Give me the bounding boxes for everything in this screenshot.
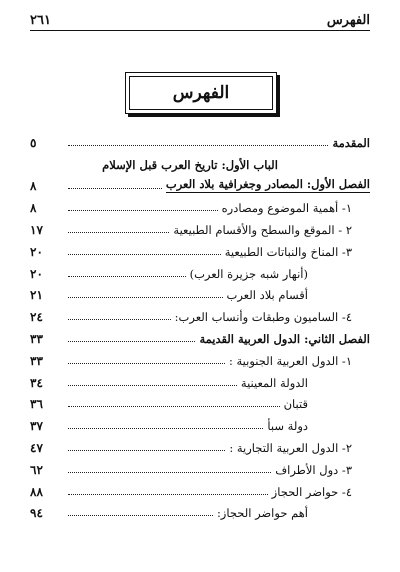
toc-entry-label: ١- أهمية الموضوع ومصادره: [221, 201, 352, 216]
toc-entry-page: ٢٠: [30, 244, 43, 259]
toc-entry-page: ٢٤: [30, 310, 43, 325]
toc-entry: [30, 259, 370, 281]
toc-entry-label: ٤- حواضر الحجاز: [271, 484, 352, 499]
toc-entry: [30, 193, 370, 215]
toc-entry-page: ٢٠: [30, 266, 43, 281]
toc-entry: [30, 346, 370, 368]
toc-entry-page: ٢١: [30, 288, 43, 303]
page-number: ٢٦١: [30, 12, 51, 28]
dot-leader: [68, 145, 328, 146]
toc-entry: [30, 477, 370, 499]
toc-entry-page: ٨: [30, 201, 37, 216]
toc-entry-page: ٦٢: [30, 462, 43, 477]
dot-leader: [68, 188, 162, 189]
dot-leader: [68, 428, 263, 429]
dot-leader: [68, 276, 186, 277]
toc-entry-label: الباب الأول: تاريخ العرب قبل الإسلام: [102, 157, 278, 172]
toc-entry-page: ٣٣: [30, 331, 43, 346]
dot-leader: [68, 319, 171, 320]
toc-entry-page: ٥: [30, 135, 37, 150]
toc-entry-page: ٣٣: [30, 353, 43, 368]
dot-leader: [68, 363, 225, 364]
toc-entry: [30, 324, 370, 346]
toc-entry-label: ٢ - الموقع والسطح والأقسام الطبيعية: [173, 222, 352, 237]
toc-entry: [30, 302, 370, 324]
toc-entry: [30, 411, 370, 433]
dot-leader: [68, 406, 280, 407]
dot-leader: [68, 297, 223, 298]
toc-entry-page: ٣٤: [30, 375, 43, 390]
toc-entry: [30, 150, 370, 172]
toc-entry: [30, 237, 370, 259]
dot-leader: [68, 232, 169, 233]
toc-entry-label: قتبان: [283, 397, 308, 412]
toc-entry-label: الدولة المعينية: [240, 375, 308, 390]
toc-entry-label: (أنهار شبه جزيرة العرب): [189, 266, 308, 281]
dot-leader: [68, 515, 213, 516]
running-header: [30, 10, 370, 30]
toc-entry: [30, 281, 370, 303]
dot-leader: [68, 450, 225, 451]
toc-entry-label: الفصل الثاني: الدول العربية القديمة: [199, 331, 370, 346]
toc-entry: [30, 455, 370, 477]
dot-leader: [68, 494, 268, 495]
dot-leader: [68, 472, 271, 473]
toc-entry-label: ٤- الساميون وطبقات وأنساب العرب:: [174, 310, 352, 325]
toc-entry: [30, 499, 370, 521]
toc-entry-label: المقدمة: [332, 135, 370, 150]
toc-entry-page: ٣٦: [30, 397, 43, 412]
toc-entry-label: الفصل الأول: المصادر وجغرافية بلاد العرب: [165, 177, 370, 192]
toc-entry-page: ٨: [30, 179, 37, 194]
title-frame: [125, 72, 277, 114]
toc-entry-label: ٣- المناخ والنباتات الطبيعية: [224, 244, 352, 259]
toc-entry-page: ٨٨: [30, 484, 43, 499]
table-of-contents: [30, 128, 370, 520]
toc-entry: [30, 390, 370, 412]
toc-entry-page: ٤٧: [30, 440, 43, 455]
toc-entry-label: أقسام بلاد العرب: [226, 288, 308, 303]
toc-entry-page: ١٧: [30, 222, 43, 237]
toc-entry-page: ٩٤: [30, 506, 43, 521]
dot-leader: [68, 341, 195, 342]
toc-entry: [30, 172, 370, 194]
section-title: الفهرس: [326, 12, 370, 28]
dot-leader: [68, 210, 218, 211]
toc-entry-label: ١- الدول العربية الجنوبية :: [228, 353, 352, 368]
header-rule: [30, 30, 370, 31]
toc-entry-label: ٢- الدول العربية التجارية :: [229, 440, 352, 455]
dot-leader: [68, 385, 237, 386]
toc-entry: [30, 215, 370, 237]
dot-leader: [68, 254, 221, 255]
toc-entry: [30, 128, 370, 150]
toc-entry-label: دولة سبأ: [267, 419, 308, 434]
page-title: الفهرس: [129, 76, 273, 110]
toc-entry: [30, 368, 370, 390]
toc-entry-label: ٣- دول الأطراف: [275, 462, 352, 477]
toc-entry-label: أهم حواضر الحجاز:: [216, 506, 308, 521]
toc-entry-page: ٣٧: [30, 419, 43, 434]
toc-entry: [30, 433, 370, 455]
